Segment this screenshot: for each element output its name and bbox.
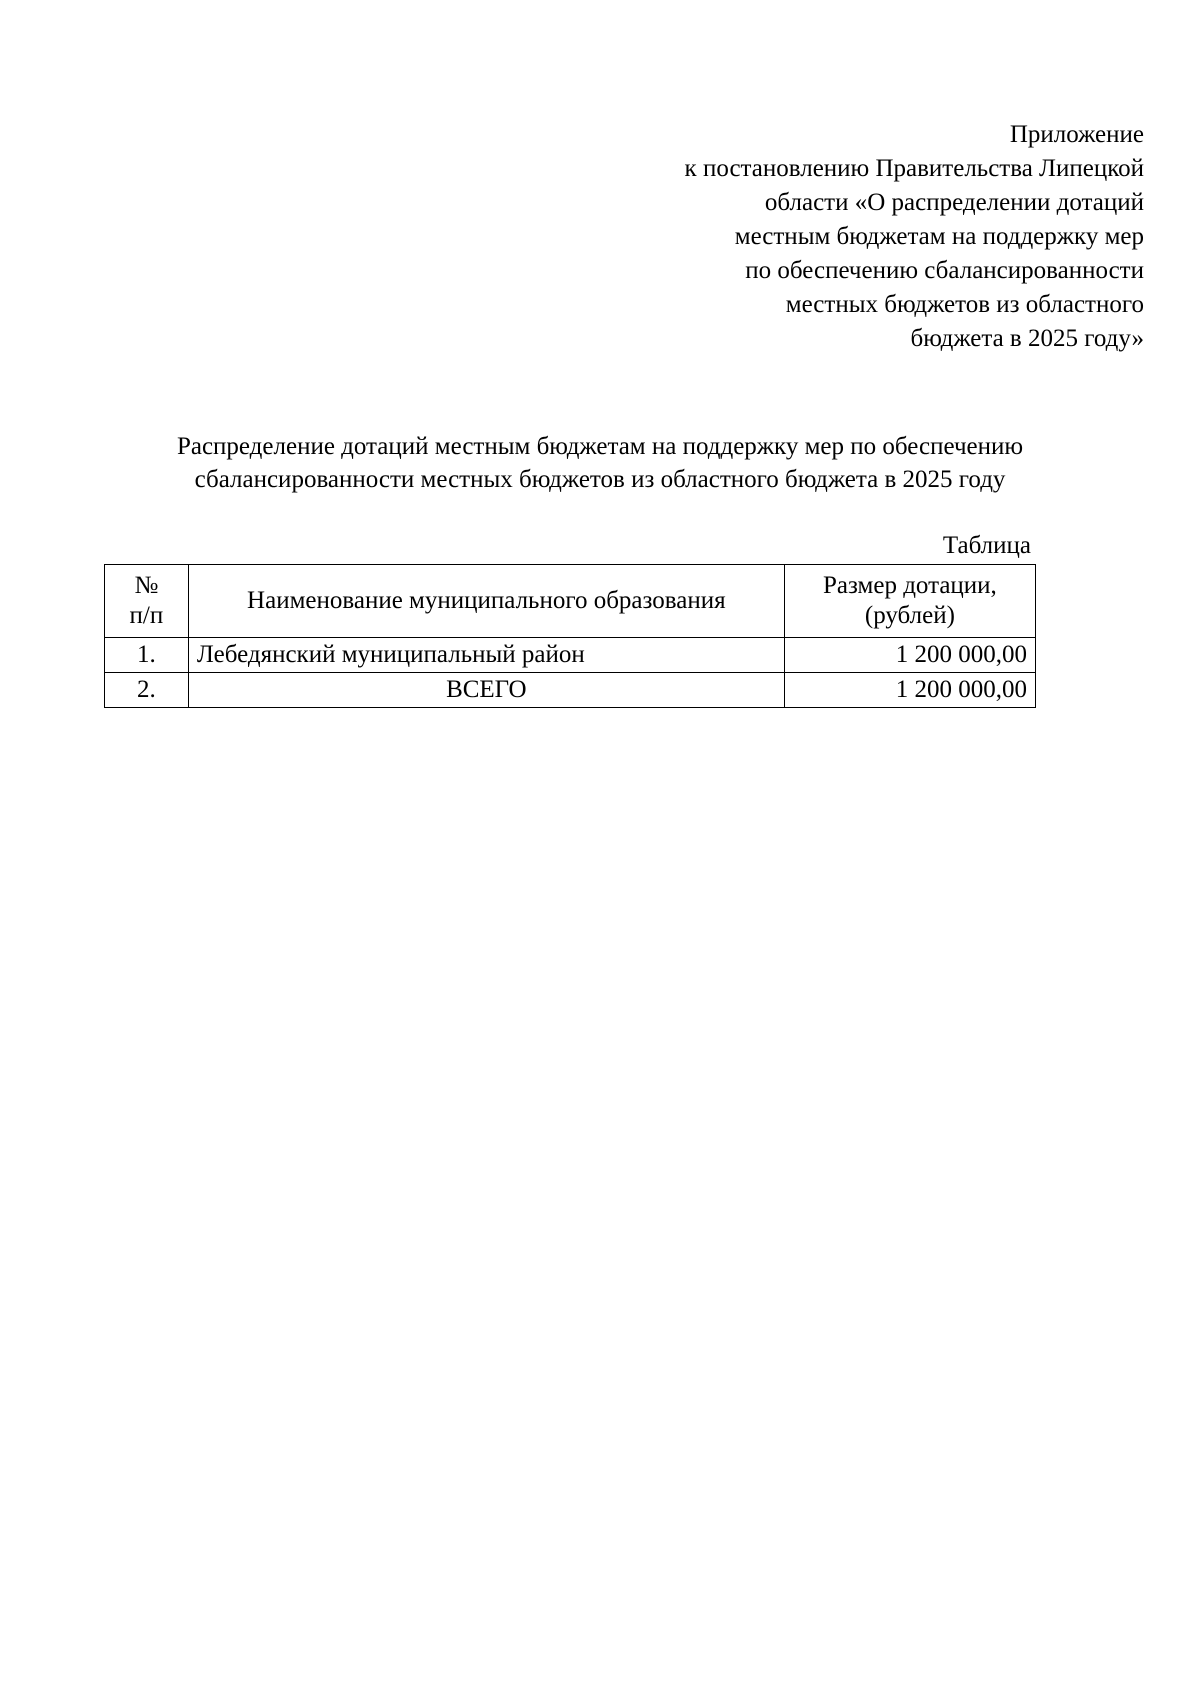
table-row xyxy=(105,638,1036,673)
row-amount: 1 200 000,00 xyxy=(784,673,1035,708)
table-header xyxy=(105,565,1036,638)
table-body xyxy=(105,638,1036,708)
row-num: 1. xyxy=(105,638,189,673)
row-name: Лебедянский муниципальный район xyxy=(188,638,784,673)
table-header-row xyxy=(105,565,1036,638)
document-title xyxy=(100,430,1100,496)
row-num: 2. xyxy=(105,673,189,708)
subsidy-table xyxy=(104,564,1036,708)
appendix-line: области «О распределении дотаций xyxy=(764,189,1144,216)
table-row-total xyxy=(105,673,1036,708)
appendix-line: по обеспечению сбалансированности xyxy=(745,257,1144,284)
header-num-line: № xyxy=(134,572,159,599)
document-title-line: Распределение дотаций местным бюджетам на поддержку мер по обеспечению xyxy=(176,433,1024,460)
appendix-line: Приложение xyxy=(1009,121,1144,148)
appendix-line: к постановлению Правительства Липецкой xyxy=(684,155,1144,182)
header-name: Наименование муниципального образования xyxy=(188,565,784,638)
header-num xyxy=(105,565,189,638)
appendix-block xyxy=(584,118,1144,356)
appendix-line: бюджета в 2025 году» xyxy=(910,325,1144,352)
appendix-line: местным бюджетам на поддержку мер xyxy=(734,223,1144,250)
header-amount-line: Размер дотации, xyxy=(823,572,997,599)
row-name: ВСЕГО xyxy=(188,673,784,708)
appendix-line: местных бюджетов из областного xyxy=(785,291,1144,318)
table-caption: Таблица xyxy=(942,532,1031,559)
header-amount xyxy=(784,565,1035,638)
header-num-line: п/п xyxy=(129,602,164,629)
document-title-line: сбалансированности местных бюджетов из областного бюджета в 2025 году xyxy=(194,466,1006,493)
row-amount: 1 200 000,00 xyxy=(784,638,1035,673)
header-amount-line: (рублей) xyxy=(864,602,955,629)
